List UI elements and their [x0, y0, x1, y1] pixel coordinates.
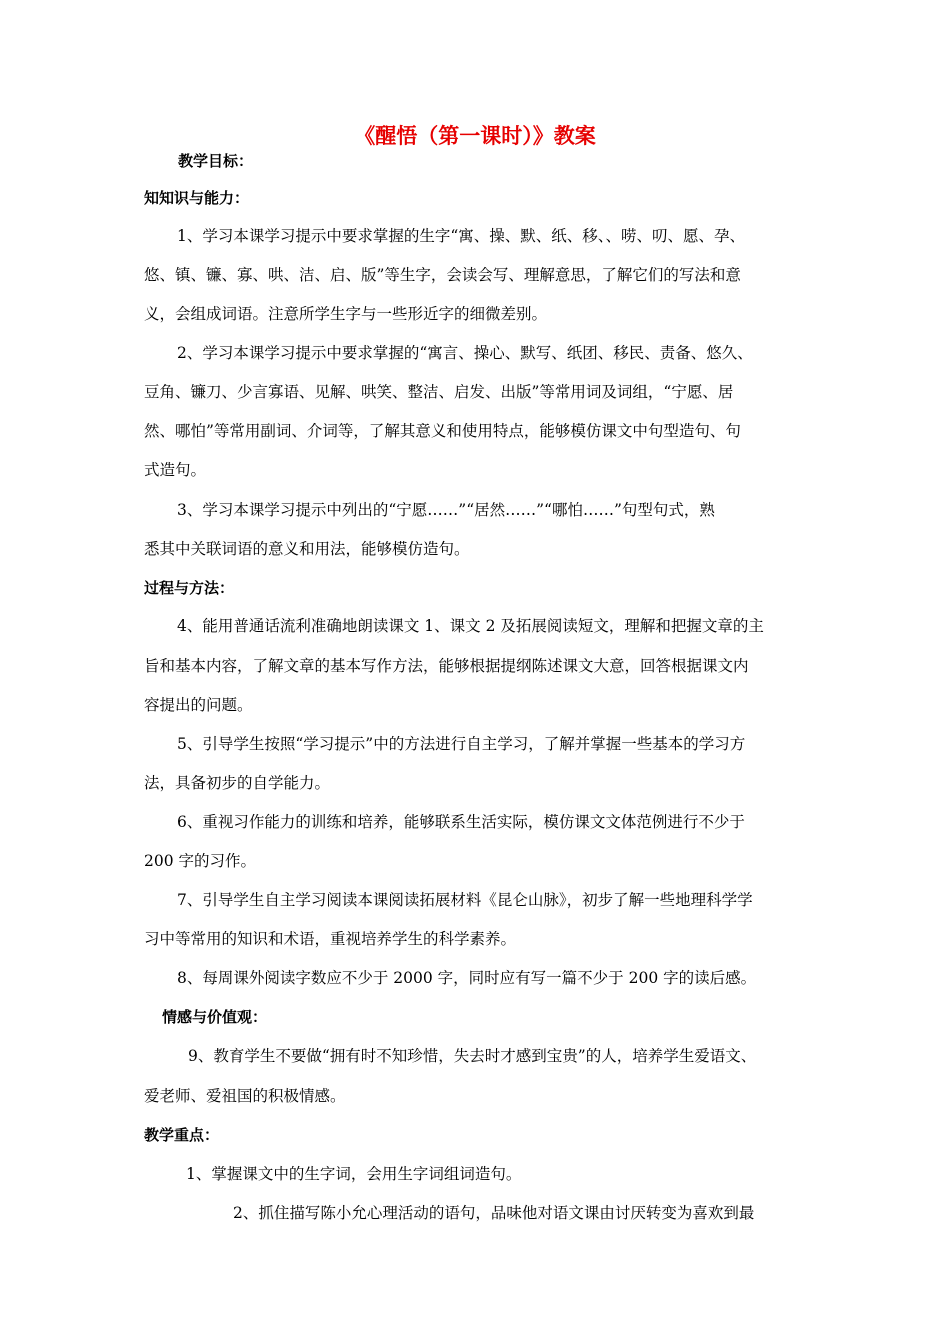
paragraph-line: 悉其中关联词语的意义和用法，能够模仿造句。 — [144, 540, 470, 558]
paragraph-line: 6、重视习作能力的训练和培养，能够联系生活实际，模仿课文文体范例进行不少于 — [177, 813, 745, 831]
paragraph-line: 3、学习本课学习提示中列出的“宁愿……”“居然……”“哪怕……”句型句式，熟 — [177, 501, 715, 519]
document-title: 《醒悟（第一课时）》教案 — [354, 124, 596, 148]
paragraph-line: 式造句。 — [144, 461, 207, 479]
paragraph-line: 8、每周课外阅读字数应不少于 2000 字，同时应有写一篇不少于 200 字的读后感。 — [177, 969, 757, 987]
paragraph-line: 7、引导学生自主学习阅读本课阅读拓展材料《昆仑山脉》，初步了解一些地理科学学 — [177, 891, 753, 909]
paragraph-line: 义，会组成词语。注意所学生字与一些形近字的细微差别。 — [144, 305, 548, 323]
paragraph-line: 旨和基本内容，了解文章的基本写作方法，能够根据提纲陈述课文大意，回答根据课文内 — [144, 657, 749, 675]
paragraph-line: 悠、镇、镰、寡、哄、洁、启、版”等生字，会读会写、理解意思，了解它们的写法和意 — [144, 266, 741, 284]
paragraph-line: 法，具备初步的自学能力。 — [144, 774, 331, 792]
heading-key-points: 教学重点： — [144, 1126, 220, 1144]
paragraph-line: 然、哪怕”等常用副词、介词等，了解其意义和使用特点，能够模仿课文中句型造句、句 — [144, 422, 741, 440]
paragraph-line: 1、学习本课学习提示中要求掌握的生字“寓、操、默、纸、移、、唠、叨、愿、孕、 — [177, 227, 746, 245]
paragraph-line: 习中等常用的知识和术语，重视培养学生的科学素养。 — [144, 930, 517, 948]
paragraph-line: 4、能用普通话流利准确地朗读课文 1、课文 2 及拓展阅读短文，理解和把握文章的主 — [177, 617, 764, 635]
heading-process: 过程与方法： — [144, 579, 235, 597]
paragraph-line: 1、掌握课文中的生字词，会用生字词组词造句。 — [186, 1165, 522, 1183]
paragraph-line: 5、引导学生按照“学习提示”中的方法进行自主学习，了解并掌握一些基本的学习方 — [177, 735, 746, 753]
paragraph-line: 爱老师、爱祖国的积极情感。 — [144, 1087, 346, 1105]
paragraph-line: 豆角、镰刀、少言寡语、见解、哄笑、整洁、启发、出版”等常用词及词组，“宁愿、居 — [144, 383, 734, 401]
heading-emotion: 情感与价值观： — [162, 1008, 268, 1026]
paragraph-line: 2、学习本课学习提示中要求掌握的“寓言、操心、默写、纸团、移民、责备、悠久、 — [177, 344, 753, 362]
paragraph-line: 容提出的问题。 — [144, 696, 253, 714]
paragraph-line: 9、教育学生不要做“拥有时不知珍惜，失去时才感到宝贵”的人，培养学生爱语文、 — [188, 1047, 757, 1065]
paragraph-line: 2、抓住描写陈小允心理活动的语句，品味他对语文课由讨厌转变为喜欢到最 — [233, 1204, 755, 1222]
heading-objectives: 教学目标： — [178, 152, 254, 170]
paragraph-line: 200 字的习作。 — [144, 852, 257, 870]
heading-knowledge: 知知识与能力： — [144, 189, 250, 207]
